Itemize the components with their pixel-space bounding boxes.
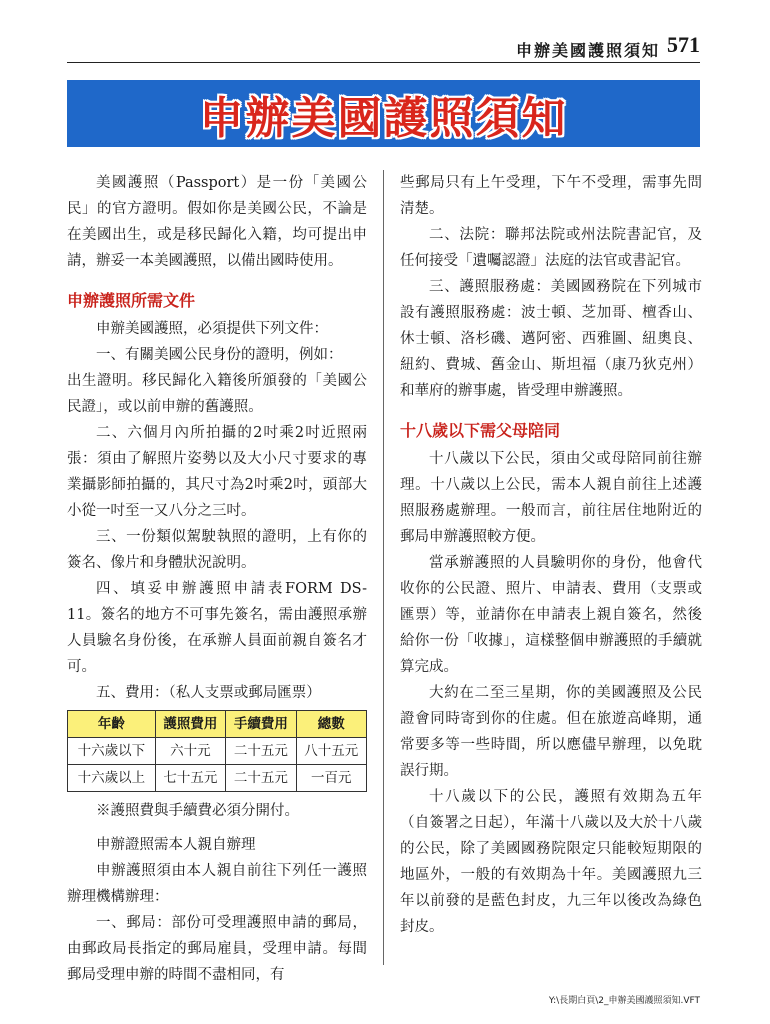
paragraph: 申辦美國護照，必須提供下列文件：: [96, 321, 328, 337]
paragraph: 三、護照服務處：美國國務院在下列城市設有護照服務處：波士頓、芝加哥、檀香山、休士頓、洛杉磯、邁阿密、西雅圖、紐奧良、紐約、費城、舊金山、斯坦福（康乃狄克州）和華府的辦事處，皆受理申辦護照。: [400, 279, 702, 399]
paragraph: 當承辦護照的人員驗明你的身份，他會代收你的公民證、照片、申請表、費用（支票或匯票）等，並請你在申請表上親自簽名，然後給你一份「收據」，這樣整個申辦護照的手續就算完成。: [400, 555, 702, 675]
paragraph: 大約在二至三星期，你的美國護照及公民證會同時寄到你的住處。但在旅遊高峰期，通常要多等一些時間，所以應儘早辦理，以免耽誤行期。: [400, 685, 702, 779]
paragraph: 四、填妥申辦護照申請表FORM DS-11。簽名的地方不可事先簽名，需由護照承辦人員驗名身份後，在承辦人員面前親自簽名才可。: [67, 581, 367, 675]
column-divider: [383, 170, 384, 965]
table-cell: 六十元: [155, 738, 225, 765]
paragraph: 五、費用：（私人支票或郵局匯票）: [96, 685, 321, 701]
table-cell: 八十五元: [296, 738, 366, 765]
table-cell: 一百元: [296, 765, 366, 792]
table-cell: 十六歲以上: [68, 765, 156, 792]
right-column: [400, 170, 702, 940]
paragraph: 十八歲以下公民，須由父或母陪同前往辦理。十八歲以上公民，需本人親自前往上述護照服務處辦理。一般而言，前往居住地附近的郵局申辦護照較方便。: [400, 451, 702, 545]
section-title-minors: 十八歲以下需父母陪同: [400, 421, 561, 440]
fee-table-header-cell: 總數: [296, 711, 366, 738]
page-number: 571: [667, 32, 700, 57]
section-title-documents: 申辦護照所需文件: [67, 291, 196, 310]
paragraph: 二、六個月內所拍攝的2吋乘2吋近照兩張：須由了解照片姿勢以及大小尺寸要求的專業攝影師拍攝的，其尺寸為2吋乘2吋，頭部大小從一吋至一又八分之三吋。: [67, 425, 367, 519]
table-cell: 十六歲以下: [68, 738, 156, 765]
page-header: [67, 34, 700, 63]
paragraph: 二、法院：聯邦法院或州法院書記官，及任何接受「遺囑認證」法庭的法官或書記官。: [400, 227, 702, 269]
paragraph: 些郵局只有上午受理，下午不受理，需事先問清楚。: [400, 175, 702, 217]
paragraph: 出生證明。移民歸化入籍後所頒發的「美國公民證」，或以前申辦的舊護照。: [67, 373, 367, 415]
paragraph: 申辦證照需本人親自辦理: [96, 837, 256, 853]
paragraph: 一、有關美國公民身份的證明，例如：: [96, 347, 343, 363]
fee-table: [67, 710, 367, 792]
table-row: [68, 738, 367, 765]
fee-table-header-cell: 手續費用: [226, 711, 296, 738]
table-cell: 二十五元: [226, 738, 296, 765]
title-banner: [67, 80, 700, 147]
fee-table-header-cell: 年齡: [68, 711, 156, 738]
banner-title: 申辦美國護照須知: [199, 92, 568, 144]
paragraph: 十八歲以下的公民，護照有效期為五年（自簽署之日起），年滿十八歲以及大於十八歲的公民，除了美國國務院限定只能較短期限的地區外，一般的有效期為十年。美國護照九三年以前發的是藍色封皮，九三年以後改為綠色封皮。: [400, 789, 702, 935]
paragraph: 一、郵局：部份可受理護照申請的郵局，由郵政局長指定的郵局雇員，受理申請。每間郵局受理申辦的時間不盡相同，有: [67, 915, 367, 983]
paragraph: 申辦護照須由本人親自前往下列任一護照辦理機構辦理：: [67, 863, 367, 905]
table-cell: 二十五元: [226, 765, 296, 792]
table-cell: 七十五元: [155, 765, 225, 792]
fee-note: ※護照費與手續費必須分開付。: [96, 803, 299, 819]
footer-file-path: Y:\長期白頁\2_申辦美國護照須知.VFT: [548, 996, 700, 1006]
header-title: 申辦美國護照須知: [515, 41, 660, 60]
intro-paragraph: 美國護照（Passport）是一份「美國公民」的官方證明。假如你是美國公民，不論是在美國出生，或是移民歸化入籍，均可提出申請，辦妥一本美國護照，以備出國時使用。: [67, 175, 367, 269]
fee-table-header-cell: 護照費用: [155, 711, 225, 738]
paragraph: 三、一份類似駕駛執照的證明，上有你的簽名、像片和身體狀況說明。: [67, 529, 367, 571]
left-column: [67, 170, 367, 988]
fee-table-header-row: [68, 711, 367, 738]
table-row: [68, 765, 367, 792]
